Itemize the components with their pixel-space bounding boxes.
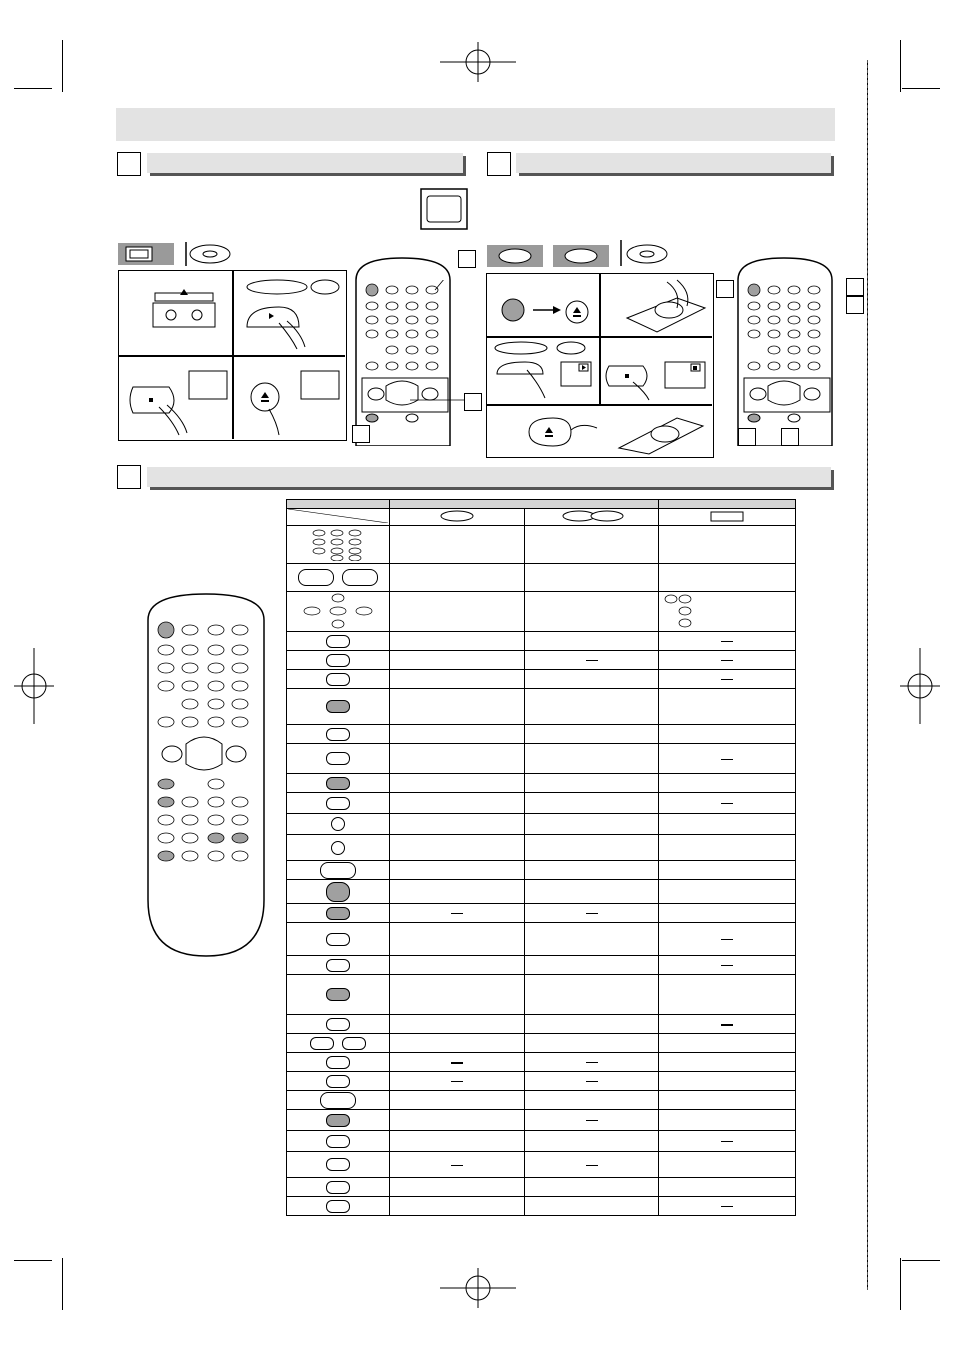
table-row — [287, 814, 796, 835]
table-row — [287, 956, 796, 975]
table-row — [287, 689, 796, 725]
table-header-row — [287, 500, 796, 509]
table-row — [287, 744, 796, 774]
table-cell — [287, 526, 390, 564]
table-row — [287, 975, 796, 1015]
table-row — [287, 564, 796, 592]
table-row — [287, 1197, 796, 1216]
rewind-button-icon — [298, 569, 334, 586]
table-header — [287, 500, 390, 509]
disc-eject-icon — [527, 408, 707, 456]
arrow-buttons-icon — [298, 593, 378, 629]
table-row — [287, 923, 796, 956]
power-to-eject-icon — [495, 288, 595, 332]
registration-mark-right — [898, 648, 942, 724]
callout-box-6 — [846, 296, 864, 314]
callout-box-4 — [716, 280, 734, 298]
table-row — [287, 592, 796, 632]
stop-button-icon — [320, 1092, 356, 1109]
table-row — [287, 1053, 796, 1072]
section-b-number — [487, 152, 511, 176]
table-row — [287, 1091, 796, 1110]
section-b-steps — [486, 273, 714, 458]
table-row — [287, 670, 796, 689]
section-c-number — [117, 465, 141, 489]
callout-box-3 — [352, 425, 370, 443]
callout-box-7 — [738, 428, 756, 446]
table-row — [287, 861, 796, 880]
cassette-icon — [707, 510, 747, 522]
disc-stop-icon — [603, 340, 711, 402]
table-row — [287, 1178, 796, 1197]
table-cell — [287, 509, 390, 526]
table-header — [659, 500, 796, 509]
table-cell — [525, 509, 659, 526]
table-row — [287, 1131, 796, 1152]
table-row — [287, 1034, 796, 1053]
function-table — [286, 499, 796, 1216]
table-row — [287, 1110, 796, 1131]
tv-icon — [420, 188, 468, 232]
table-row — [287, 880, 796, 904]
table-row — [287, 632, 796, 651]
table-header — [390, 500, 659, 509]
pause-button-icon — [331, 841, 345, 855]
table-cell — [390, 509, 525, 526]
section-c-bar — [147, 467, 831, 487]
play-icon — [239, 277, 343, 353]
table-row — [287, 526, 796, 564]
table-row — [287, 725, 796, 744]
registration-mark-top — [440, 40, 516, 84]
table-cell — [659, 592, 796, 632]
section-a-bar — [147, 153, 463, 173]
table-row — [287, 1152, 796, 1178]
section-b-bar — [516, 153, 831, 173]
ch-up-button-icon — [310, 1037, 334, 1050]
section-a-steps — [118, 270, 347, 441]
play-button-icon — [320, 862, 356, 879]
media-icons-b — [487, 240, 697, 268]
disc-tray-icon — [607, 278, 711, 334]
remote-control-large-icon — [140, 590, 272, 960]
table-cell — [287, 592, 390, 632]
table-cell — [287, 564, 390, 592]
table-row — [287, 774, 796, 793]
stop-icon — [129, 367, 233, 439]
eject-icon — [241, 367, 345, 439]
table-row — [287, 509, 796, 526]
section-a-number — [117, 152, 141, 176]
disc-icon — [437, 510, 477, 522]
table-row — [287, 904, 796, 923]
ch-down-button-icon — [342, 1037, 366, 1050]
table-row — [287, 835, 796, 861]
callout-box-5 — [846, 278, 864, 296]
page-title-bar — [116, 108, 835, 141]
table-row — [287, 651, 796, 670]
disc-icon — [557, 510, 627, 522]
remote-control-icon-b — [732, 250, 854, 446]
callout-box-8 — [781, 428, 799, 446]
registration-mark-bottom — [440, 1266, 516, 1310]
disc-play-icon — [491, 340, 597, 402]
table-row — [287, 1015, 796, 1034]
number-buttons-icon — [303, 527, 373, 561]
fast-forward-button-icon — [342, 569, 378, 586]
callout-box-1 — [458, 250, 476, 268]
table-row — [287, 793, 796, 814]
callout-lines-a — [400, 280, 472, 410]
registration-mark-left — [12, 648, 56, 724]
cassette-icon — [149, 289, 219, 333]
table-cell — [659, 509, 796, 526]
eject-button-icon — [331, 817, 345, 831]
media-icons-a — [118, 242, 238, 266]
table-row — [287, 1072, 796, 1091]
power-button-icon — [326, 882, 350, 902]
